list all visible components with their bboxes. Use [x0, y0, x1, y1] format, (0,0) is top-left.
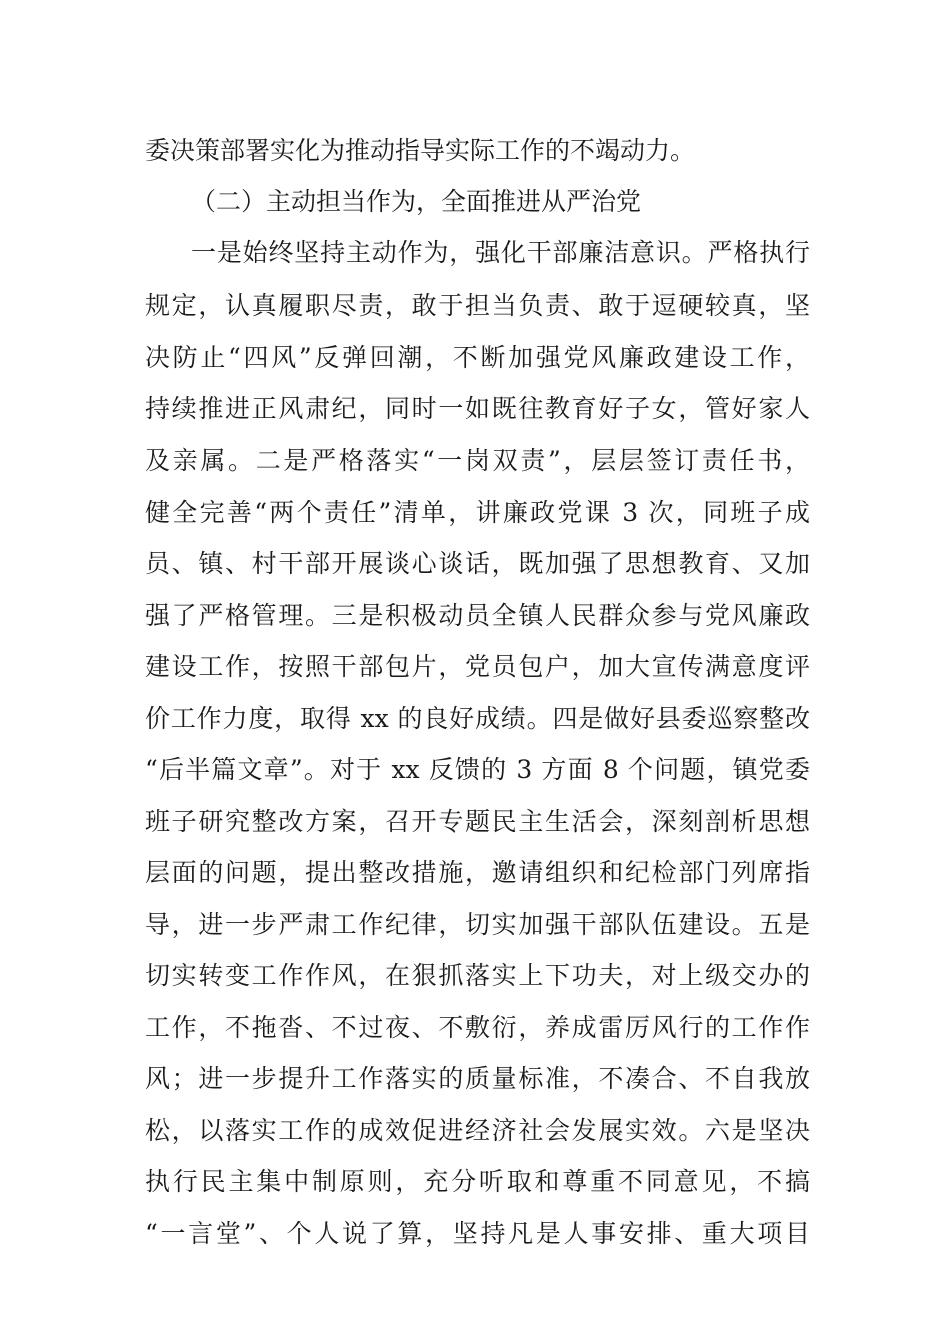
paragraph-line: 层面的问题，提出整改措施，邀请组织和纪检部门列席指	[145, 858, 810, 887]
paragraph-line: 松，以落实工作的成效促进经济社会发展实效。六是坚决	[145, 1116, 810, 1145]
paragraph-line: 委决策部署实化为推动指导实际工作的不竭动力。	[145, 136, 696, 165]
paragraph-line: 强了严格管理。三是积极动员全镇人民群众参与党风廉政	[145, 601, 810, 630]
paragraph-line: 执行民主集中制原则，充分听取和尊重不同意见，不搞	[145, 1167, 810, 1196]
paragraph-line: 导，进一步严肃工作纪律，切实加强干部队伍建设。五是	[145, 910, 810, 939]
paragraph-line: 工作，不拖沓、不过夜、不敷衍，养成雷厉风行的工作作	[145, 1013, 810, 1042]
paragraph-line: 班子研究整改方案，召开专题民主生活会，深刻剖析思想	[145, 807, 810, 836]
paragraph-line: 健全完善“两个责任”清单，讲廉政党课 3 次，同班子成	[145, 498, 810, 527]
paragraph-line: 决防止“四风”反弹回潮，不断加强党风廉政建设工作，	[145, 343, 810, 372]
paragraph-line: 价工作力度，取得 xx 的良好成绩。四是做好县委巡察整改	[145, 704, 810, 733]
paragraph-line: “后半篇文章”。对于 xx 反馈的 3 方面 8 个问题，镇党委	[145, 755, 810, 784]
paragraph-line: “一言堂”、个人说了算，坚持凡是人事安排、重大项目	[145, 1219, 810, 1248]
paragraph-line: 员、镇、村干部开展谈心谈话，既加强了思想教育、又加	[145, 549, 810, 578]
paragraph-line: 切实转变工作作风，在狠抓落实上下功夫，对上级交办的	[145, 961, 810, 990]
paragraph-line: 建设工作，按照干部包片，党员包户，加大宣传满意度评	[145, 652, 810, 681]
paragraph-line: 及亲属。二是严格落实“一岗双责”，层层签订责任书，	[145, 446, 810, 475]
paragraph-line: 一是始终坚持主动作为，强化干部廉洁意识。严格执行	[191, 238, 810, 267]
paragraph-line: 规定，认真履职尽责，敢于担当负责、敢于逗硬较真，坚	[145, 291, 810, 320]
paragraph-line: 持续推进正风肃纪，同时一如既往教育好子女，管好家人	[145, 394, 810, 423]
paragraph-line: 风；进一步提升工作落实的质量标准，不凑合、不自我放	[145, 1064, 810, 1093]
section-heading: （二）主动担当作为，全面推进从严治党	[191, 187, 642, 216]
